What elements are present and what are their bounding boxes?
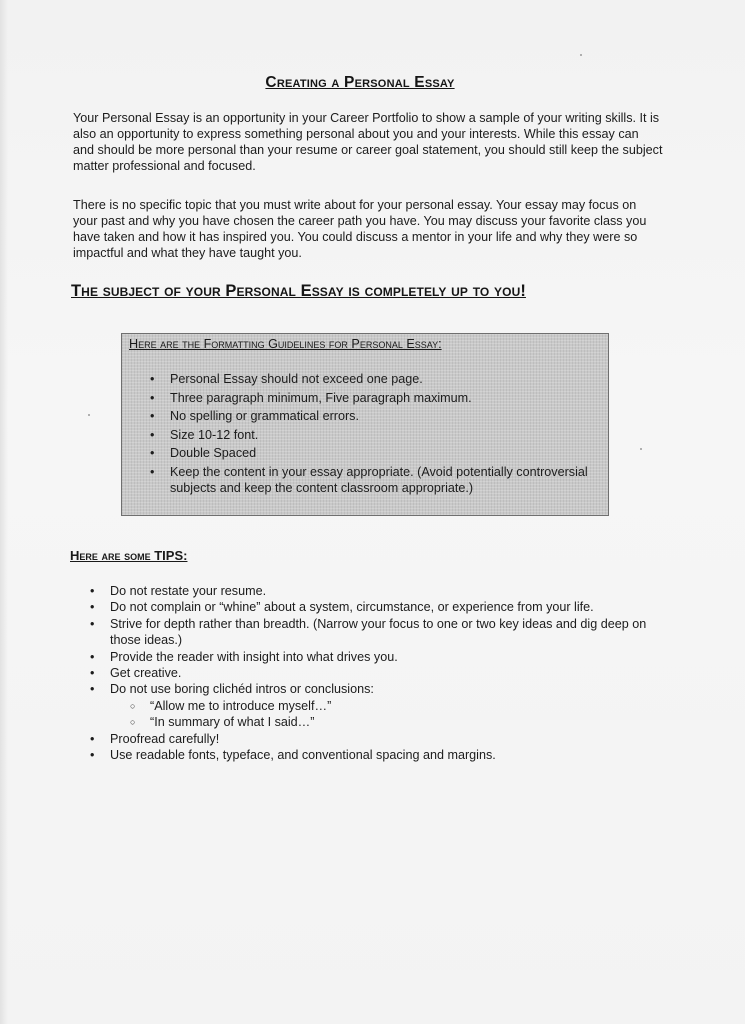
tip-item: • Do not restate your resume. (90, 583, 650, 599)
tip-item: • Do not complain or “whine” about a system, circumstance, or experience from your life. (90, 599, 650, 615)
guidelines-heading: Here are the Formatting Guidelines for Personal Essay: (129, 337, 442, 351)
scan-speck (580, 54, 582, 56)
guideline-item: • No spelling or grammatical errors. (150, 408, 590, 424)
cliche-examples-list (110, 698, 650, 731)
tip-item: • Proofread carefully! (90, 731, 650, 747)
tip-item: • Strive for depth rather than breadth. (Narrow your focus to one or two key ideas and dig deep on those ideas.) (90, 616, 650, 649)
tip-item (90, 681, 650, 730)
formatting-guidelines-box (121, 333, 609, 516)
scan-speck (88, 414, 90, 416)
guideline-item: • Size 10-12 font. (150, 427, 590, 443)
tip-item: • Provide the reader with insight into what drives you. (90, 649, 650, 665)
guidelines-list (150, 371, 590, 499)
document-title: Creating a Personal Essay (265, 74, 455, 91)
tip-item-text: Do not use boring clichéd intros or conclusions: (110, 682, 374, 697)
cliche-example-item: ○ “In summary of what I said…” (110, 714, 650, 730)
topic-paragraph: There is no specific topic that you must write about for your personal essay. Your essay may focus on your past and why you have chosen the career path you have. You may discuss your favorite class you have taken and how it has inspired you. You could discuss a mentor in your life and why they were so impactful and what they have taught you. (73, 198, 647, 260)
guideline-item: • Three paragraph minimum, Five paragraph maximum. (150, 390, 590, 406)
subject-heading: The subject of your Personal Essay is completely up to you! (71, 282, 526, 300)
tips-heading: Here are some TIPS: (70, 548, 188, 563)
guideline-item: • Personal Essay should not exceed one page. (150, 371, 590, 387)
scan-speck (640, 448, 642, 450)
tip-item: • Use readable fonts, typeface, and conventional spacing and margins. (90, 747, 650, 763)
intro-paragraph: Your Personal Essay is an opportunity in your Career Portfolio to show a sample of your writing skills. It is also an opportunity to express something personal about you and your interests. While this essay can and should be more personal than your resume or career goal statement, you should still keep the subject matter professional and focused. (73, 111, 663, 173)
tip-item: • Get creative. (90, 665, 650, 681)
guideline-item: • Double Spaced (150, 445, 590, 461)
guideline-item: • Keep the content in your essay appropriate. (Avoid potentially controversial subjects and keep the content classroom appropriate.) (150, 464, 590, 496)
cliche-example-item: ○ “Allow me to introduce myself…” (110, 698, 650, 714)
tips-list (90, 583, 650, 763)
